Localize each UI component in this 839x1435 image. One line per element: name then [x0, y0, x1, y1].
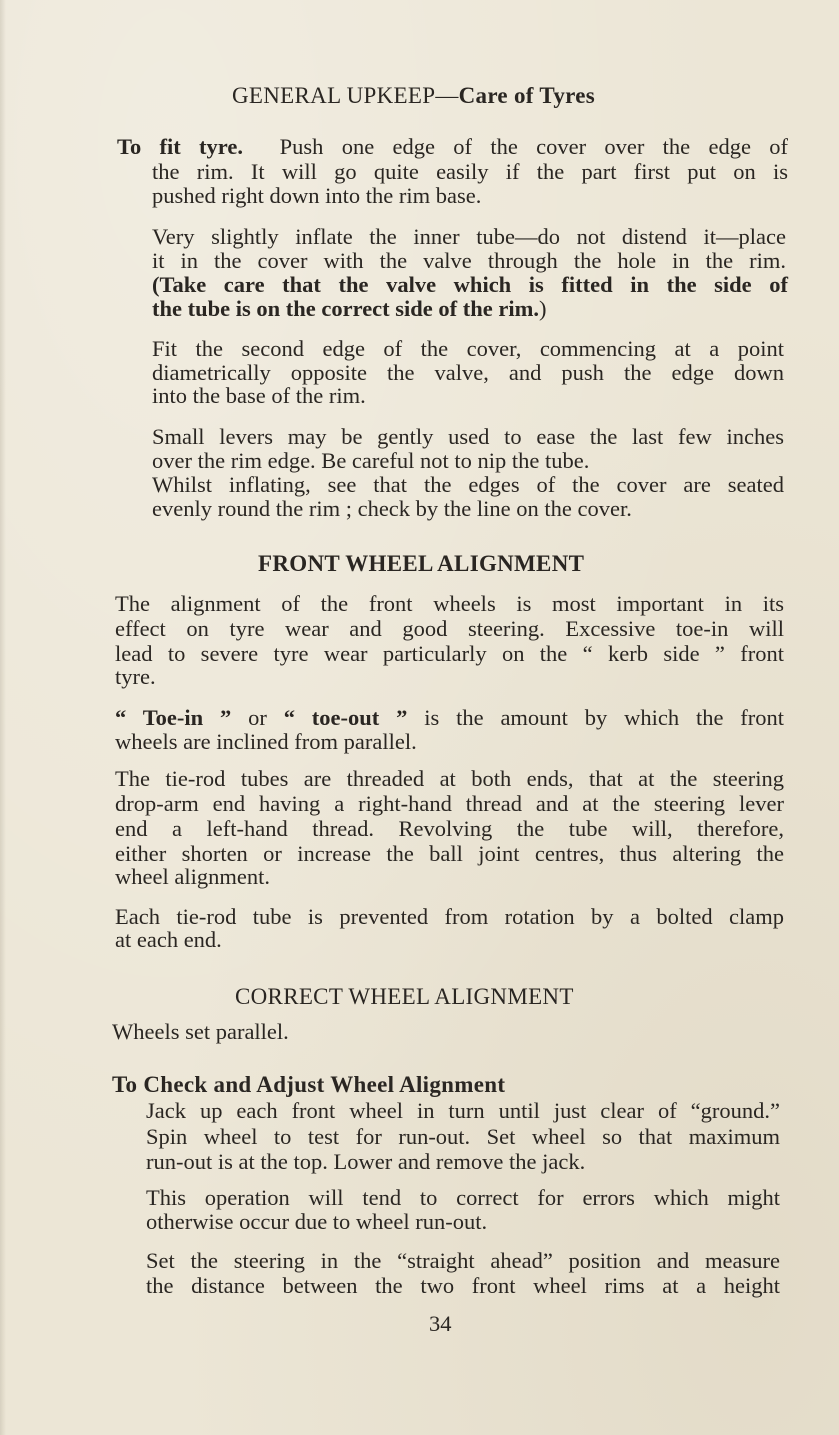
check-p1-line-3: run-out is at the top. Lower and remove the jack.	[146, 1149, 586, 1174]
clamp-line-2: at each end.	[115, 927, 222, 952]
front-alignment-p1-line-4: tyre.	[115, 664, 156, 689]
check-p3-line-2: the distance between the two front wheel rims at a height	[146, 1273, 780, 1298]
fit-tyre-label: To fit tyre.	[117, 134, 243, 159]
levers-line-3: Whilst inflating, see that the edges of the cover are seated	[152, 472, 784, 497]
levers-line-2: over the rim edge. Be careful not to nip the tube.	[152, 448, 590, 473]
inflate-line-1: Very slightly inflate the inner tube—do not distend it—place	[152, 224, 786, 249]
levers-line-1: Small levers may be gently used to ease the last few inches	[152, 424, 784, 449]
inflate-warning-text-1: Take care that the valve which is fitted in the side of	[159, 272, 788, 297]
toe-in-term: “ Toe-in ”	[115, 705, 232, 730]
second-edge-line-3: into the base of the rim.	[152, 383, 366, 408]
tie-rod-line-3: end a left-hand thread. Revolving the tube will, therefore,	[115, 816, 784, 841]
check-p1-line-1: Jack up each front wheel in turn until just clear of “ground.”	[146, 1098, 780, 1123]
inflate-line-2: it in the cover with the valve through the hole in the rim.	[152, 248, 786, 273]
second-edge-line-1: Fit the second edge of the cover, commencing at a point	[152, 336, 784, 361]
check-p3-line-1: Set the steering in the “straight ahead” position and measure	[146, 1248, 780, 1273]
inflate-warning-text-2: the tube is on the correct side of the rim.	[152, 296, 540, 321]
correct-alignment-heading: CORRECT WHEEL ALIGNMENT	[235, 984, 574, 1009]
tie-rod-line-4: either shorten or increase the ball joint centres, thus altering the	[115, 841, 784, 866]
inflate-warning-line-1: (Take care that the valve which is fitted in the side of	[152, 272, 788, 297]
toe-or-text: or	[248, 705, 267, 730]
check-p2-line-2: otherwise occur due to wheel run-out.	[146, 1209, 488, 1234]
correct-alignment-text: Wheels set parallel.	[112, 1019, 289, 1044]
check-adjust-heading: To Check and Adjust Wheel Alignment	[112, 1072, 506, 1097]
toe-definition-text: is the amount by which the front	[424, 705, 785, 730]
front-alignment-p1-line-2: effect on tyre wear and good steering. Excessive toe-in will	[115, 616, 784, 641]
clamp-line-1: Each tie-rod tube is prevented from rotation by a bolted clamp	[115, 904, 784, 929]
check-p2-line-1: This operation will tend to correct for errors which might	[146, 1185, 780, 1210]
inflate-warning-line-2: the tube is on the correct side of the rim.)	[152, 296, 547, 321]
page-number: 34	[429, 1311, 452, 1336]
tie-rod-line-1: The tie-rod tubes are threaded at both ends, that at the steering	[115, 766, 784, 791]
page-title-subject: Care of Tyres	[458, 83, 595, 108]
toe-definition-line-1	[115, 707, 784, 730]
fit-tyre-line-3: pushed right down into the rim base.	[152, 183, 482, 208]
toe-out-term: “ toe-out ”	[283, 705, 408, 730]
fit-tyre-line-2: the rim. It will go quite easily if the part first put on is	[152, 159, 788, 184]
check-p1-line-2: Spin wheel to test for run-out. Set wheel so that maximum	[146, 1124, 780, 1149]
front-alignment-p1-line-3: lead to severe tyre wear particularly on the “ kerb side ” front	[115, 641, 784, 666]
page-title	[232, 84, 595, 108]
page-edge-shadow	[0, 0, 6, 1435]
tie-rod-line-2: drop-arm end having a right-hand thread and at the steering lever	[115, 791, 784, 816]
fit-tyre-line-1	[117, 136, 788, 159]
page-title-section: GENERAL UPKEEP—	[232, 83, 459, 108]
tie-rod-line-5: wheel alignment.	[115, 864, 270, 889]
toe-definition-line-2: wheels are inclined from parallel.	[115, 729, 417, 754]
second-edge-line-2: diametrically opposite the valve, and push the edge down	[152, 360, 784, 385]
front-alignment-p1-line-1: The alignment of the front wheels is most important in its	[115, 591, 784, 616]
fit-tyre-text-1: Push one edge of the cover over the edge of	[279, 134, 788, 159]
levers-line-4: evenly round the rim ; check by the line on the cover.	[152, 496, 632, 521]
front-alignment-heading: FRONT WHEEL ALIGNMENT	[258, 551, 585, 576]
